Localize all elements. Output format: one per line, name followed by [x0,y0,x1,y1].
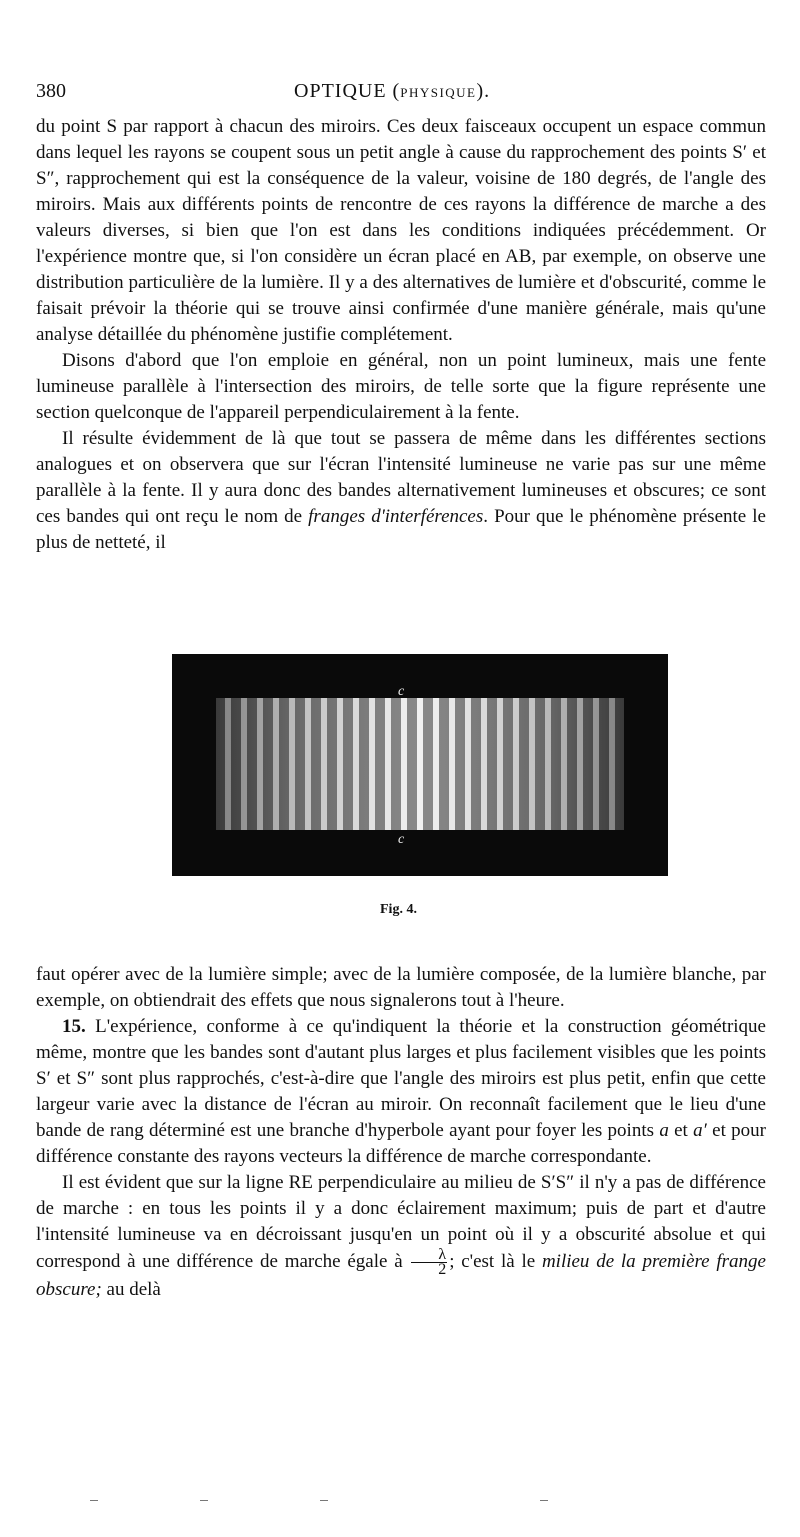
bright-fringe [497,698,503,830]
bright-fringe [529,698,535,830]
bright-fringe [273,698,279,830]
figure-label-bottom: c [398,832,405,847]
bright-fringe [401,698,407,830]
bright-fringe [241,698,247,830]
figure-caption: Fig. 4. [380,902,417,917]
lambda-over-two: $\frac{\lambda}{2}$ [411,1248,447,1277]
bright-fringe [369,698,375,830]
bright-fringe [433,698,439,830]
figure-label-top: c [398,684,405,699]
bright-fringe [305,698,311,830]
term-franges: franges d'interférences [308,506,484,527]
fringe-pattern [216,698,624,830]
scan-mark [540,1500,548,1501]
text-block-top [36,114,766,556]
running-header [36,80,766,110]
bright-fringe [593,698,599,830]
bright-fringe [337,698,343,830]
bright-fringe [577,698,583,830]
text-block-bottom [36,962,766,1303]
scan-mark [90,1500,98,1501]
section-number: 15. [62,1016,86,1037]
bright-fringe [353,698,359,830]
bright-fringe [225,698,231,830]
bright-fringe [481,698,487,830]
bright-fringe [561,698,567,830]
paragraph-1: du point S par rapport à chacun des miroirs. Ces deux faisceaux occupent un espace commun dans lequel les rayons se coupent sous un petit angle à cause du rapprochement des points S′ et S″, rapprochement qui est la conséquence de la valeur, voisine de 180 degrés, de l'angle des miroirs. Mais aux différents points de rencontre de ces rayons la différence de marche a des valeurs diverses, si bien que l'on est dans les conditions indiquées précédemment. Or l'expérience montre que, si l'on considère un écran placé en AB, par exemple, on observe une distribution particulière de la lumière. Il y a des alternatives de lumière et d'obscurité, comme le faisait prévoir la théorie qui se trouve ainsi confirmée d'une manière générale, mais qu'une analyse détaillée du phénomène justifie complétement. [36,116,766,345]
bright-fringe [609,698,615,830]
bright-fringe [385,698,391,830]
bright-fringe [513,698,519,830]
paragraph-3: Il résulte évidemment de là que tout se passera de même dans les différentes sections analogues et on observera que sur l'écran l'intensité lumineuse ne varie pas sur une même parallèle à la fente. Il y aura donc des bandes alternativement lumineuses et obscures; ce sont ces bandes qui ont reçu le nom de franges d'interférences. Pour que le phénomène présente le plus de netteté, il [36,428,766,553]
bright-fringe [321,698,327,830]
page-number: 380 [36,80,66,102]
paragraph-6: Il est évident que sur la ligne RE perpendiculaire au milieu de S′S″ il n'y a pas de différence de marche : en tous les points il y a donc éclairement maximum; puis de part et d'autre l'intensité lumineuse va en décroissant jusqu'en un point où il y a obscurité absolue et qui correspond à une différence de marche égale à $\frac{\lambda}{2}$ ; c'est là le milieu de la première frange obscure; au delà [36,1172,766,1300]
paragraph-4: faut opérer avec de la lumière simple; avec de la lumière composée, de la lumière blanche, par exemple, on obtiendrait des effets que nous signalerons tout à l'heure. [36,964,766,1011]
paragraph-2: Disons d'abord que l'on emploie en général, non un point lumineux, mais une fente lumineuse parallèle à l'intersection des miroirs, de telle sorte que la figure représente une section quelconque de l'appareil perpendiculairement à la fente. [36,350,766,423]
scan-mark [200,1500,208,1501]
bright-fringe [545,698,551,830]
interference-fringes-figure [172,654,668,876]
paragraph-5: 15. L'expérience, conforme à ce qu'indiquent la théorie et la construction géométrique même, montre que les bandes sont d'autant plus larges et plus facilement visibles que les points S′ et S″ sont plus rapprochés, c'est-à-dire que l'angle des miroirs est plus petit, enfin que cette largeur varie avec la distance de l'écran au miroir. On reconnaît facilement que le lieu d'une bande de rang déterminé est une branche d'hyperbole ayant pour foyer les points a et a′ et pour différence constante des rayons vecteurs la différence de marche correspondante. [36,1016,766,1167]
bright-fringe [449,698,455,830]
bright-fringe [289,698,295,830]
running-title: OPTIQUE (PHYSIQUE). [294,80,491,102]
bright-fringe [257,698,263,830]
bright-fringe [465,698,471,830]
scan-mark [320,1500,328,1501]
bright-fringe [417,698,423,830]
